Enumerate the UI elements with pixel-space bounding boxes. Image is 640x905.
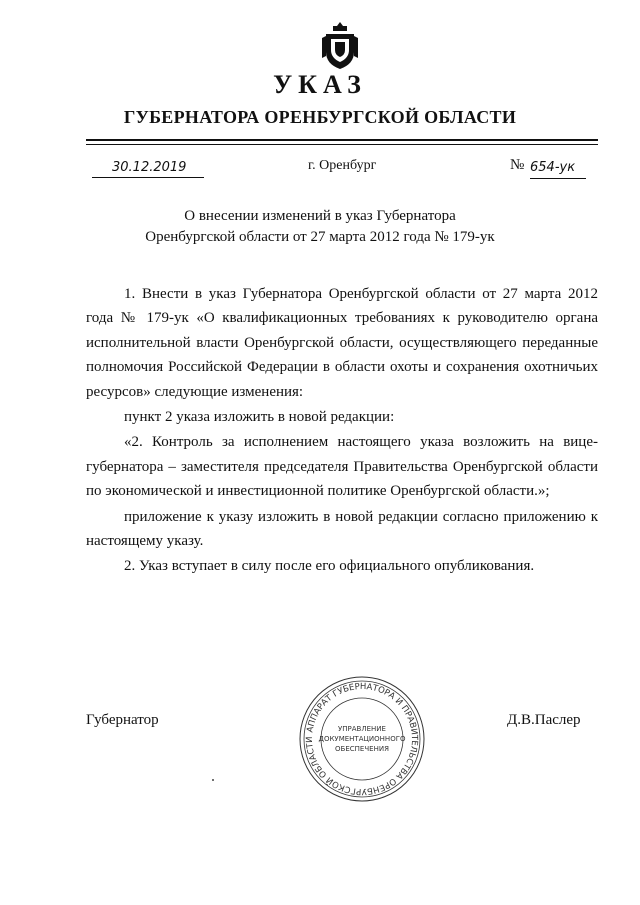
signatory-name: Д.В.Паслер	[507, 712, 581, 728]
document-subject-line-1: О внесении изменений в указ Губернатора	[184, 208, 456, 224]
paragraph-2: пункт 2 указа изложить в новой редакции:	[124, 409, 395, 426]
scan-speck	[212, 779, 214, 781]
number-sign: №	[510, 157, 525, 173]
document-date: 30.12.2019	[92, 160, 204, 178]
document-body	[86, 282, 598, 579]
paragraph-3: «2. Контроль за исполнением настоящего указа возложить на вице-губернатора – заместителя председателя Правительства Оренбургской области по экономической и инвестиционной политике Оренбургской области.»;	[86, 434, 598, 500]
document-subject-line-2: Оренбургской области от 27 марта 2012 года № 179-ук	[145, 229, 495, 245]
coat-of-arms-icon	[322, 20, 358, 72]
stamp-line-2: ДОКУМЕНТАЦИОННОГО	[318, 735, 406, 743]
stamp-line-3: ОБЕСПЕЧЕНИЯ	[335, 745, 389, 753]
issuer-title: ГУБЕРНАТОРА ОРЕНБУРГСКОЙ ОБЛАСТИ	[123, 107, 517, 127]
stamp-ring-text: АППАРАТ ГУБЕРНАТОРА И ПРАВИТЕЛЬСТВА ОРЕНБУРГСКОЙ ОБЛАСТИ	[304, 681, 420, 797]
signatory-position: Губернатор	[86, 712, 159, 728]
document-number: 654-ук	[530, 160, 586, 179]
document-city: г. Оренбург	[308, 158, 377, 173]
paragraph-5: 2. Указ вступает в силу после его официального опубликования.	[124, 558, 535, 575]
header-divider-thick	[86, 139, 598, 141]
document-type-title: УКАЗ	[273, 70, 367, 99]
document-subject	[0, 206, 640, 248]
paragraph-4: приложение к указу изложить в новой редакции согласно приложению к настоящему указу.	[86, 508, 598, 550]
official-stamp	[297, 674, 427, 804]
header-divider-thin	[86, 144, 598, 145]
stamp-line-1: УПРАВЛЕНИЕ	[338, 725, 386, 733]
paragraph-1: 1. Внести в указ Губернатора Оренбургской области от 27 марта 2012 года № 179-ук «О квалификационных требованиях к руководителю органа исполнительной власти Оренбургской области, осуществляющего переданные полномочия Российской Федерации в области охоты и сохранения охотничьих ресурсов» следующие изменения:	[86, 286, 598, 400]
